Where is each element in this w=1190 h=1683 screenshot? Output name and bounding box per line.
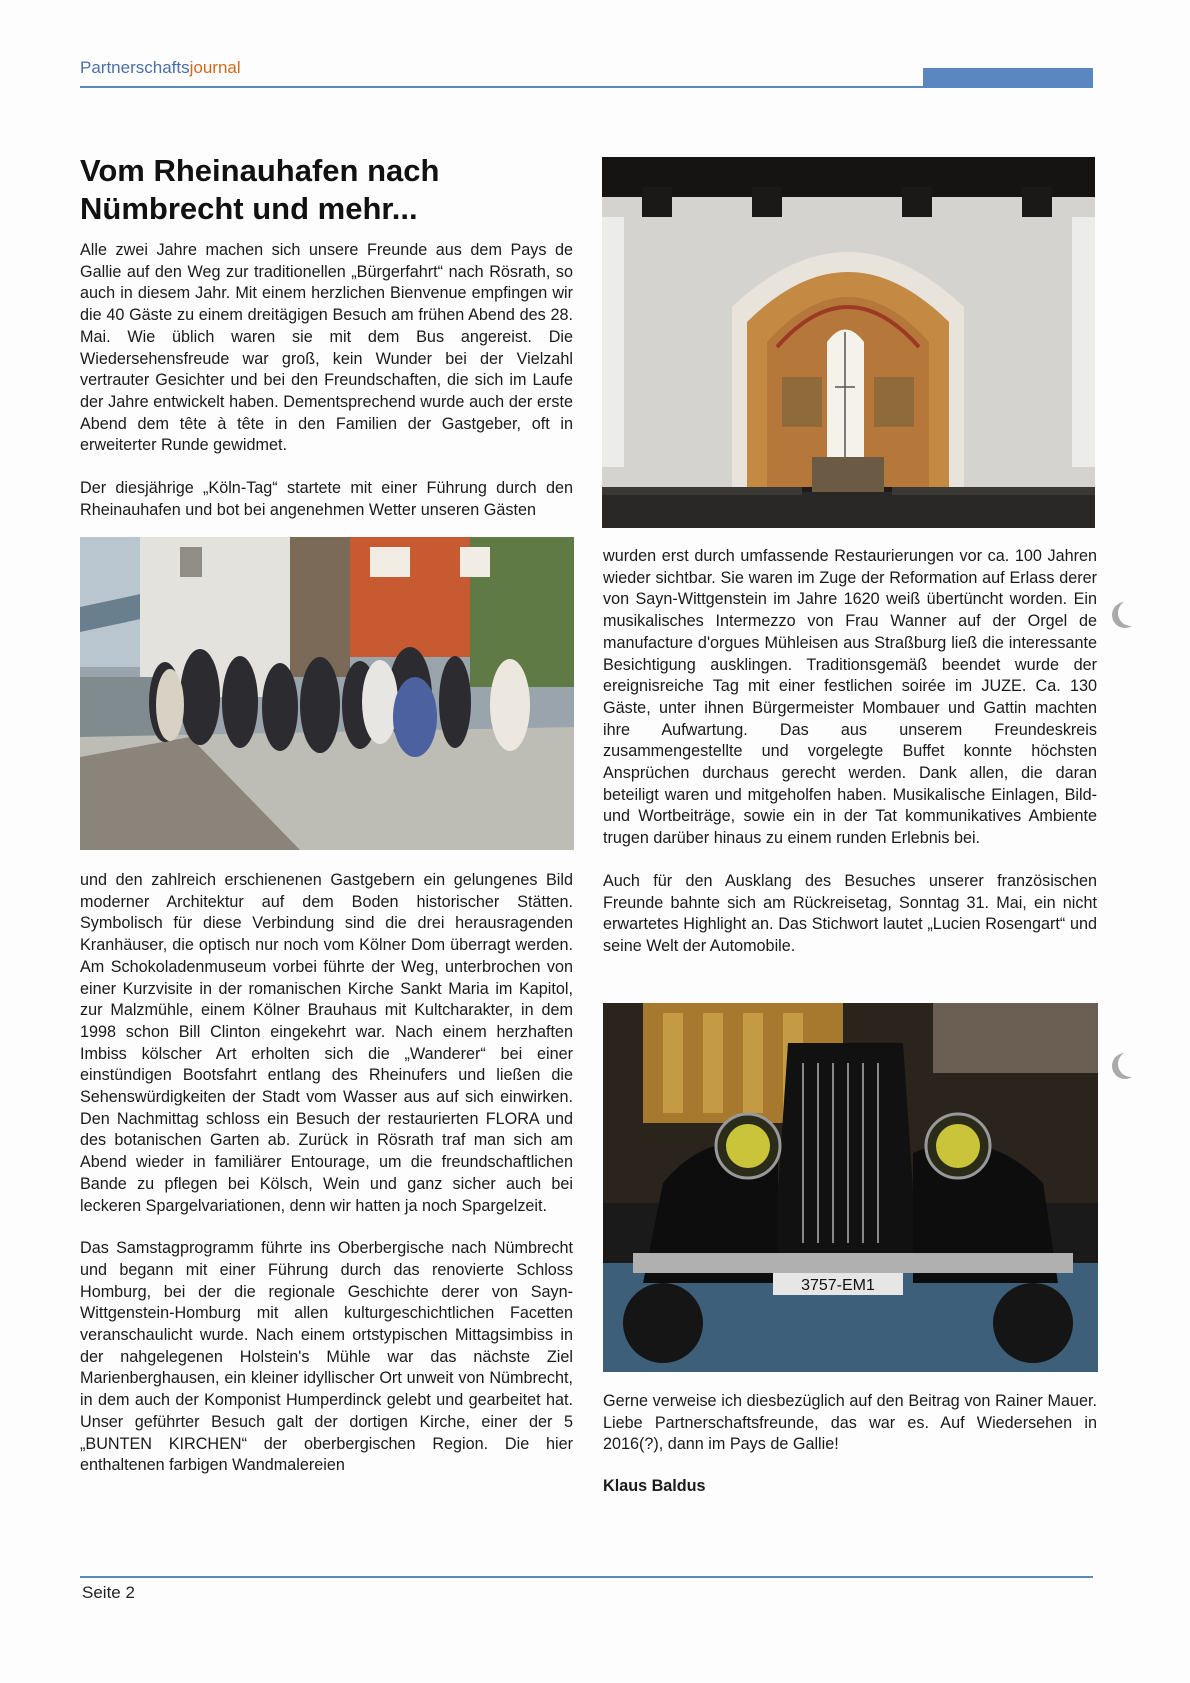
left-column-upper <box>80 240 573 521</box>
punch-hole-mark <box>1112 602 1138 628</box>
paragraph-4: wurden erst durch umfassende Restaurierungen vor ca. 100 Jahren wieder sichtbar. Sie waren im Zuge der Reformation auf Erlass derer von Sayn-Wittgenstein im Jahre 1620 weiß übertüncht worden. Ein musikalisches Intermezzo von Frau Wanner auf der Orgel de manufacture d'orgues Mühleisen aus Straßburg ließ die interessante Besichtigung ausklingen. Traditionsgemäß beendet wurde der ereignisreiche Tag mit einer festlichen soirée im JUZE. Ca. 130 Gäste, unter ihnen Bürgermeister Mombauer und Gattin machten ihre Aufwartung. Das aus unserem Freundeskreis zusammengestellte und vorgelegte Buffet konnte höchsten Ansprüchen durchaus gerecht werden. Dank allen, die daran beteiligt waren und mitgeholfen haben. Musikalische Einlagen, Bild- und Wortbeiträge, sowie ein in der Tat kommunikatives Ambiente trugen darüber hinaus zu einem runden Erlebnis bei. <box>603 547 1097 848</box>
author-name: Klaus Baldus <box>603 1477 706 1496</box>
header-block <box>923 68 1093 88</box>
journal-header <box>80 58 241 78</box>
punch-hole-mark <box>1112 1053 1138 1079</box>
license-plate: 3757-EM1 <box>801 1277 875 1294</box>
article-title: Vom Rheinauhafen nach Nümbrecht und mehr... <box>80 153 440 226</box>
paragraph-1: Alle zwei Jahre machen sich unsere Freunde aus dem Pays de Gallie auf den Weg zur traditionellen „Bürgerfahrt“ nach Rösrath, so auch in diesem Jahr. Mit einem herzlichen Bienvenue empfingen wir die 40 Gäste zu einem dreitägigen Besuch am frühen Abend des 28. Mai. Wie üblich waren sie mit dem Bus angereist. Die Wiedersehensfreude war groß, kein Wunder bei der Vielzahl vertrauter Gesichter und bei den Freundschaften, die sich im Laufe der Jahre entwickelt haben. Dementsprechend wurde auch der erste Abend dem tête à tête in den Familien der Gastgeber, oft in erweiterter Runde gewidmet. <box>80 241 573 455</box>
paragraph-2b: und den zahlreich erschienenen Gastgebern ein gelungenes Bild moderner Architektur auf dem Boden historischer Stätten. Symbolisch für diese Verbindung sind die drei herausragenden Kranhäuser, die optisch nur noch vom Kölner Dom überragt werden. Am Schokoladenmuseum vorbei führte der Weg, unterbrochen von einer Kurzvisite in der romanischen Kirche Sankt Maria im Kapitol, zur Malzmühle, einem Kölner Brauhaus mit Kultcharakter, in dem 1998 schon Bill Clinton eingekehrt war. Nach einem herzhaften Imbiss kölscher Art erholten sich die „Wanderer“ bei einer einstündigen Bootsfahrt entlang des Rheinufers und ließen die Sehenswürdigkeiten der Stadt vom Wasser aus auf sich einwirken. Den Nachmittag schloss ein Besuch der restaurierten FLORA und des botanischen Garten ab. Zurück in Rösrath traf man sich am Abend wieder in familiärer Entourage, um die freundschaftlichen Bande zu pflegen bei Kölsch, Wein und ganz sicher auch bei leckeren Spargelvariationen, denn wir hatten ja noch Spargelzeit. <box>80 871 573 1215</box>
right-column-lower <box>603 1391 1097 1498</box>
paragraph-6: Gerne verweise ich diesbezüglich auf den Beitrag von Rainer Mauer. Liebe Partnerschaftsfreunde, das war es. Auf Wiedersehen in 2016(?), dann im Pays de Gallie! <box>603 1392 1097 1454</box>
group-walking-photo <box>80 537 574 850</box>
vintage-car-photo <box>603 1003 1098 1372</box>
page-number: Seite 2 <box>82 1583 135 1602</box>
paragraph-3: Das Samstagprogramm führte ins Oberbergische nach Nümbrecht und begann mit einer Führung durch das renovierte Schloss Homburg, bei der die regionale Geschichte derer von Sayn-Wittgenstein-Homburg mit allen kulturgeschichtlichen Facetten veranschaulicht wurde. Nach einem ortstypischen Mittagsimbiss in der nahgelegenen Holstein's Mühle war das nächste Ziel Marienberghausen, ein kleiner idyllischer Ort unweit von Nümbrecht, in dem auch der Komponist Humperdinck gelebt und gearbeitet hat. Unser geführter Besuch galt der dortigen Kirche, einer der 5 „BUNTEN KIRCHEN“ der oberbergischen Region. Die hier enthaltenen farbigen Wandmalereien <box>80 1239 573 1475</box>
footer-rule <box>80 1576 1093 1578</box>
header-prefix: Partnerschafts <box>80 58 190 77</box>
paragraph-5: Auch für den Ausklang des Besuches unserer französischen Freunde bahnte sich am Rückreisetag, Sonntag 31. Mai, ein nicht erwartetes Highlight an. Das Stichwort lautet „Lucien Rosengart“ und seine Welt der Automobile. <box>603 871 1097 955</box>
right-column-upper <box>603 546 1097 958</box>
paragraph-2a: Der diesjährige „Köln-Tag“ startete mit einer Führung durch den Rheinauhafen und bot bei angenehmen Wetter unseren Gästen <box>80 479 573 519</box>
church-interior-photo <box>602 157 1095 528</box>
header-accent: journal <box>189 58 241 77</box>
left-column-lower <box>80 870 573 1477</box>
